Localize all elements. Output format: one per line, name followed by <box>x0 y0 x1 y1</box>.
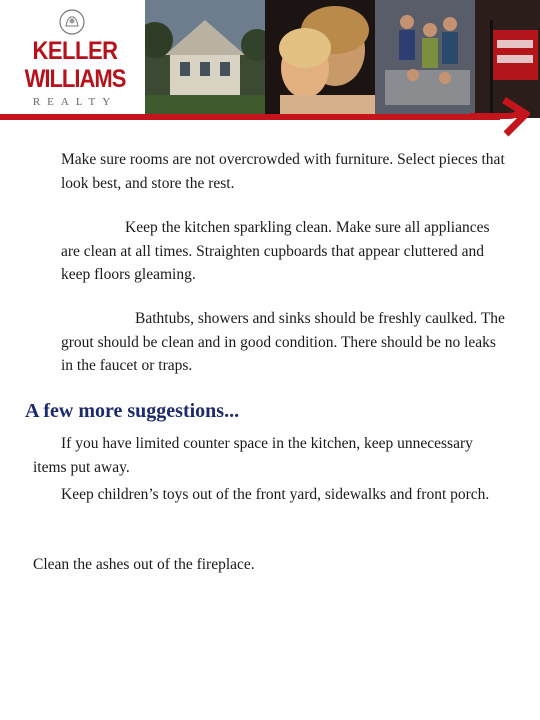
paragraph-kitchen: Keep the kitchen sparkling clean. Make sure all appliances are clean at all times. Straighten cupboards that appear cluttered and keep floors gleaming. <box>61 219 490 283</box>
section-heading: A few more suggestions... <box>25 400 240 422</box>
suggestion-fireplace: Clean the ashes out of the fireplace. <box>33 556 255 573</box>
logo-text-williams: WILLIAMS <box>24 64 126 93</box>
paragraph-furniture: Make sure rooms are not overcrowded with furniture. Select pieces that look best, and store the rest. <box>61 151 505 192</box>
logo-text-realty: REALTY <box>32 96 118 108</box>
logo-text-keller: KELLER <box>32 36 118 65</box>
suggestion-toys: Keep children’s toys out of the front yard, sidewalks and front porch. <box>61 486 490 503</box>
paragraph-bathroom: Bathtubs, showers and sinks should be freshly caulked. The grout should be clean and in good condition. There should be no leaks in the faucet or traps. <box>61 310 505 374</box>
suggestion-counter-space: If you have limited counter space in the kitchen, keep unnecessary items put away. <box>33 435 473 476</box>
